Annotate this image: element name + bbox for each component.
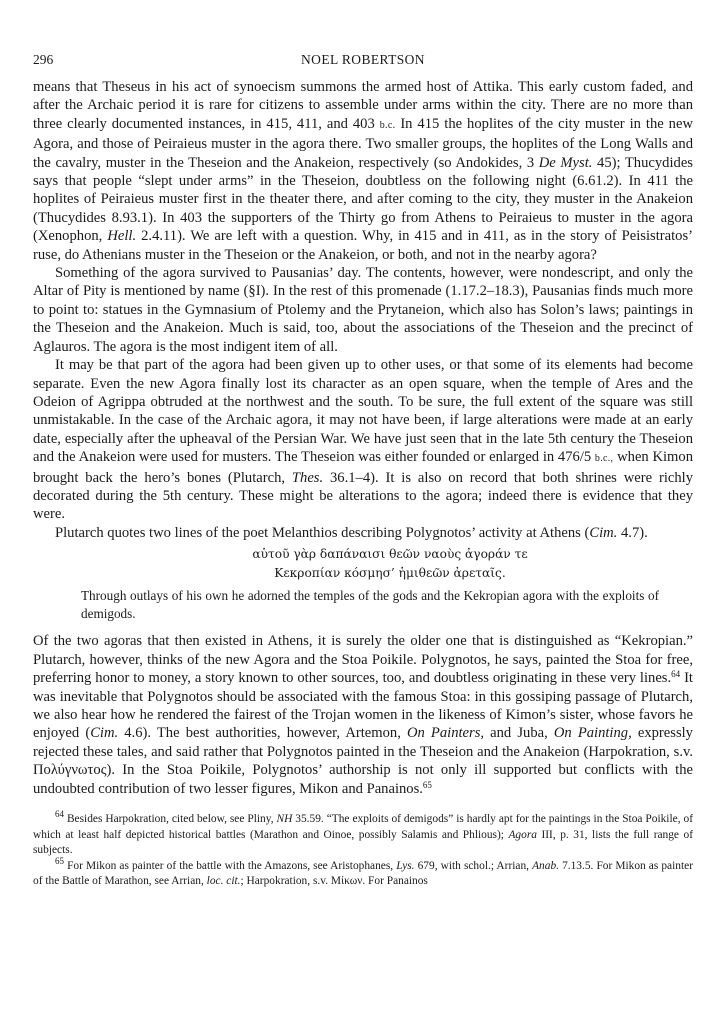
page-number: 296 (33, 52, 54, 67)
paragraph-3: It may be that part of the agora had been given up to other uses, or that some of its elements had become separate. Even the new Agora finally lost its character as an open square, when the temple of Ares and the Odeion of Agrippa obtruded at the northwest and the south. To be sure, the full extent of the square was still unmistakable. In the case of the Archaic agora, it may not have been, if large alterations were made at an early date, especially after the upheaval of the Persian War. We have just seen that in the late 5th century the Theseion and the Anakeion were used for musters. The Theseion was either founded or enlarged in 476/5 b.c., when Kimon brought back the hero’s bones (Plutarch, Thes. 36.1–4). It is also on record that both shrines were richly decorated during the 5th century. These might be alterations to the agora; indeed there is evidence that they were. (33, 357, 694, 523)
body-text (33, 78, 693, 798)
paragraph-2: Something of the agora survived to Pausanias’ day. The contents, however, were nondescript, and only the Altar of Pity is mentioned by name (§I). In the rest of this promenade (1.17.2–18.3), Pausanias finds much more to point to: statues in the Gymnasium of Ptolemy and the Prytaneion, which also has Solon’s laws; paintings in the Theseion and the Anakeion. Much is said, too, about the associations of the Theseion and the precinct of Aglauros. The agora is the most indigent item of all. (33, 265, 693, 355)
greek-quotation (87, 545, 693, 583)
footnote-ref-64[interactable]: 64 (671, 669, 681, 680)
footnote-number: 64 (55, 809, 64, 819)
footnote-number: 65 (55, 855, 64, 866)
footnote-ref-65[interactable]: 65 (422, 779, 432, 790)
footnote-64: $^{64}$ Besides Harpokration, cited below, see Pliny, NH 35.59. “The exploits of demigods” is hardly apt for the paintings in the Stoa Poikile, of which at least half depicted historical battles (Marathon and Oinoe, possibly Salamis and Phlious); Agora III, p. 31, lists the full range of subjects. (33, 809, 693, 856)
running-head: NOEL ROBERTSON (301, 52, 425, 67)
greek-line-1: αὑτοῦ γὰρ δαπάναισι θεῶν ναοὺς ἀγοράν τε (252, 547, 528, 562)
footnotes (33, 809, 693, 890)
page-header (33, 52, 693, 78)
paragraph-5: Of the two agoras that then existed in Athens, it is surely the older one that is distinguished as “Kekropian.” Plutarch, however, thinks of the new Agora and the Stoa Poikile. Polygnotos, he says, painted the Stoa for free, preferring honor to money, a story known to other sources, too, and doubtless originating in these very lines.$^{64}$ It was inevitable that Polygnotos should be associated with the famous Stoa: in this gossiping passage of Plutarch, we also hear how he rendered the fairest of the Trojan women in the likeness of Kimon’s sister, whose favors he enjoyed (Cim. 4.6). The best authorities, however, Artemon, On Painters, and Juba, On Painting, expressly rejected these tales, and said rather that Polygnotos painted in the Theseion and the Anakeion (Harpokration, s.v. Πολύγνωτος). In the Stoa Poikile, Polygnotos’ authorship is not only ill supported but conflicts with the undoubted contribution of two lesser figures, Mikon and Panainos.$^{65}$ (33, 633, 693, 797)
greek-line-2: Κεκροπίαν κόσμησ’ ἡμιθεῶν ἀρεταῖς. (274, 566, 506, 581)
paragraph-4: Plutarch quotes two lines of the poet Melanthios describing Polygnotos’ activity at Athens (Cim. 4.7). (55, 524, 648, 541)
document-page (33, 52, 693, 890)
translation: Through outlays of his own he adorned the temples of the gods and the Kekropian agora with the exploits of demigods. (81, 588, 659, 621)
footnote-65: $^{65}$ For Mikon as painter of the battle with the Amazons, see Aristophanes, Lys. 679, with schol.; Arrian, Anab. 7.13.5. For Mikon as painter of the Battle of Marathon, see Arrian, loc. cit.; Harpokration, s.v. Μίκων. For Panainos (33, 855, 693, 887)
paragraph-1: means that Theseus in his act of synoecism summons the armed host of Attika. This early custom faded, and after the Archaic period it is rare for citizens to assemble under arms within the city. There are no more than three clearly documented instances, in 415, 411, and 403 b.c. In 415 the hoplites of the city muster in the new Agora, and those of Peiraieus muster in the agora there. Two smaller groups, the hoplites of the Long Walls and the cavalry, muster in the Theseion and the Anakeion, respectively (so Andokides, 3 De Myst. 45); Thucydides says that people “slept under arms” in the Theseion, doubtless on the following night (6.61.2). In 411 the hoplites of Peiraieus muster first in the theater there, and after coming to the city, they muster in the Anakeion (Thucydides 8.93.1). In 403 the supporters of the Thirty go from Athens to Peiraieus to muster in the agora (Xenophon, Hell. 2.4.11). We are left with a question. Why, in 415 and in 411, as in the story of Peisistratos’ ruse, do Athenians muster in the Theseion or the Anakeion, or both, and not in the nearby agora? (33, 79, 693, 263)
